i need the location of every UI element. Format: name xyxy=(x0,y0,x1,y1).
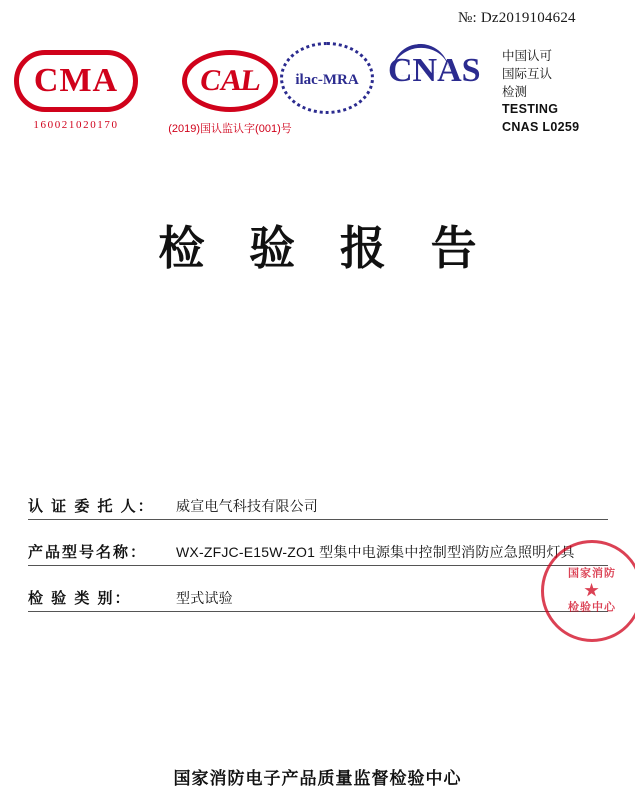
ilac-mra-logo xyxy=(272,42,382,120)
cal-mark-icon xyxy=(182,50,278,112)
cal-mark-label: CAL xyxy=(197,64,263,97)
cnas-swoosh-icon xyxy=(389,41,450,77)
cnas-line-4: TESTING xyxy=(502,102,559,117)
field-underline xyxy=(28,565,608,566)
seal-line-3: 检验中心 xyxy=(568,601,616,613)
page-title: 检 验 报 告 xyxy=(158,222,493,274)
seal-text xyxy=(547,567,635,615)
field-row-product-model xyxy=(28,526,608,572)
field-label-product-model: 产品型号名称： xyxy=(28,544,148,561)
cnas-line-2: 国际互认 xyxy=(502,66,553,81)
seal-star-icon: ★ xyxy=(584,582,600,599)
cma-code: 160021020170 xyxy=(33,119,119,131)
cnas-line-5: CNAS L0259 xyxy=(502,120,580,134)
field-underline xyxy=(28,611,608,612)
ilac-mra-label: ilac-MRA xyxy=(295,72,359,88)
cnas-logo xyxy=(388,52,498,90)
field-list xyxy=(28,480,608,618)
seal-line-1: 国家消防 xyxy=(568,567,616,580)
official-seal-stamp xyxy=(541,540,635,642)
cnas-mark-label: CNAS xyxy=(388,52,481,89)
field-value-test-category: 型式试验 xyxy=(176,590,233,606)
accreditation-logos xyxy=(0,38,635,158)
field-row-client xyxy=(28,480,608,526)
cma-logo xyxy=(14,50,138,131)
field-label-client: 认 证 委 托 人： xyxy=(28,498,155,515)
cnas-line-1: 中国认可 xyxy=(502,49,553,63)
cma-mark-label: CMA xyxy=(33,62,119,99)
cma-mark-icon xyxy=(14,50,138,112)
report-number xyxy=(458,10,576,27)
field-row-test-category xyxy=(28,572,608,618)
cnas-line-3: 检测 xyxy=(502,84,528,99)
field-value-client: 威宣电气科技有限公司 xyxy=(176,498,318,514)
report-number-prefix: №: xyxy=(458,10,477,26)
field-label-test-category: 检 验 类 别： xyxy=(28,590,132,607)
field-value-product-model: WX-ZFJC-E15W-ZO1 型集中电源集中控制型消防应急照明灯具 xyxy=(176,544,575,560)
report-number-value: Dz2019104624 xyxy=(480,10,576,26)
cal-code: (2019)国认监认字(001)号 xyxy=(168,123,292,135)
issuing-authority: 国家消防电子产品质量监督检验中心 xyxy=(173,769,462,788)
field-underline xyxy=(28,519,608,520)
cnas-accreditation-text xyxy=(502,48,632,137)
